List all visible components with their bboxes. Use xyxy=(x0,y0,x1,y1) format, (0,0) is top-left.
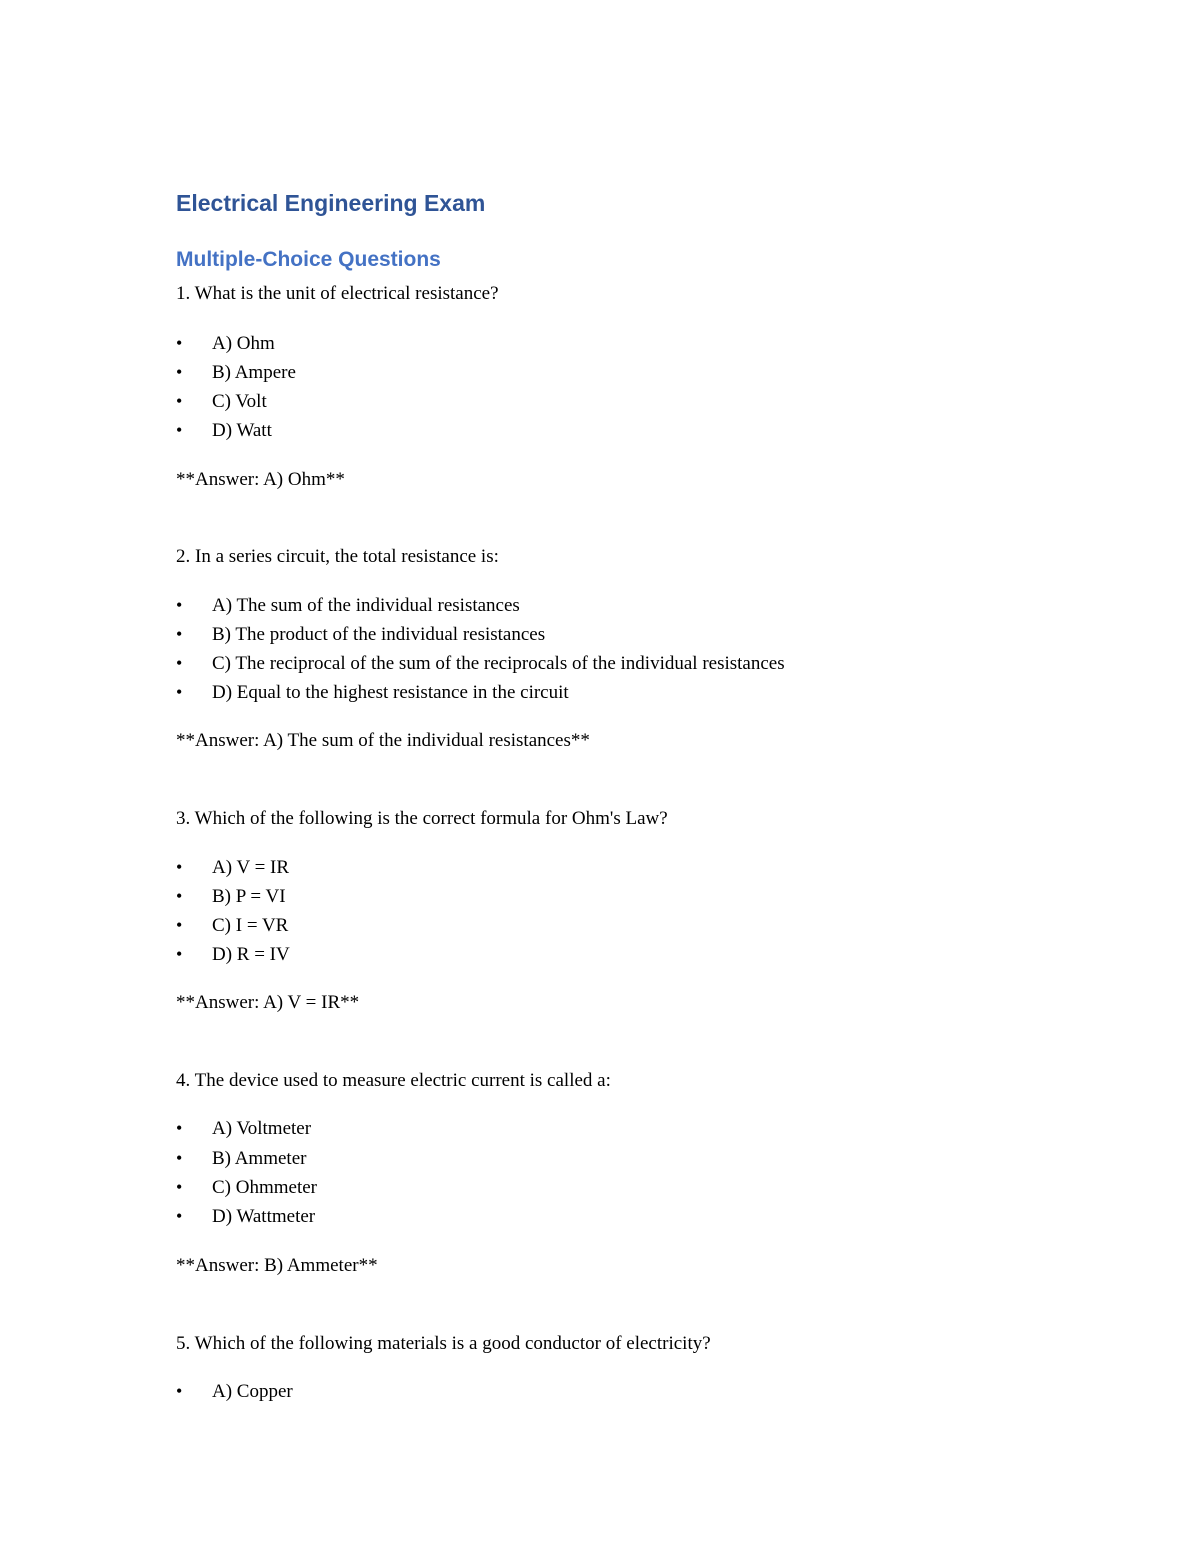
option-text: D) Equal to the highest resistance in the circuit xyxy=(212,682,569,703)
bullet-icon: • xyxy=(176,420,183,440)
option-1a xyxy=(176,333,275,355)
option-2b xyxy=(176,624,545,646)
option-4b xyxy=(176,1148,306,1170)
question-5: 5. Which of the following materials is a good conductor of electricity? xyxy=(176,1333,711,1354)
option-text: B) The product of the individual resistances xyxy=(212,624,546,645)
bullet-icon: • xyxy=(176,1118,183,1138)
option-text: D) Wattmeter xyxy=(212,1206,316,1227)
option-text: A) Ohm xyxy=(212,333,275,354)
option-text: C) I = VR xyxy=(212,915,289,936)
answer-3: **Answer: A) V = IR** xyxy=(176,992,360,1013)
option-3b xyxy=(176,886,286,908)
option-4c xyxy=(176,1177,317,1199)
bullet-icon: • xyxy=(176,944,183,964)
document-title: Electrical Engineering Exam xyxy=(176,190,486,216)
option-text: C) Ohmmeter xyxy=(212,1177,318,1198)
option-text: B) P = VI xyxy=(212,886,286,907)
answer-1: **Answer: A) Ohm** xyxy=(176,469,345,490)
bullet-icon: • xyxy=(176,915,183,935)
option-text: D) Watt xyxy=(212,420,272,441)
option-text: A) Voltmeter xyxy=(212,1118,312,1139)
bullet-icon: • xyxy=(176,391,183,411)
option-3c xyxy=(176,915,288,937)
question-4: 4. The device used to measure electric current is called a: xyxy=(176,1070,611,1091)
option-text: A) Copper xyxy=(212,1381,293,1402)
bullet-icon: • xyxy=(176,333,183,353)
question-1: 1. What is the unit of electrical resistance? xyxy=(176,283,499,304)
option-text: A) V = IR xyxy=(212,857,290,878)
option-2d xyxy=(176,682,569,704)
option-5a xyxy=(176,1381,293,1403)
bullet-icon: • xyxy=(176,653,183,673)
option-text: A) The sum of the individual resistances xyxy=(212,595,520,616)
section-heading: Multiple-Choice Questions xyxy=(176,248,441,271)
bullet-icon: • xyxy=(176,1148,183,1168)
bullet-icon: • xyxy=(176,1206,183,1226)
bullet-icon: • xyxy=(176,1381,183,1401)
option-3d xyxy=(176,944,290,966)
answer-4: **Answer: B) Ammeter** xyxy=(176,1255,378,1276)
option-text: B) Ampere xyxy=(212,362,296,383)
question-2: 2. In a series circuit, the total resistance is: xyxy=(176,546,499,567)
option-2c xyxy=(176,653,785,675)
option-2a xyxy=(176,595,520,617)
option-text: C) The reciprocal of the sum of the reciprocals of the individual resistances xyxy=(212,653,785,674)
bullet-icon: • xyxy=(176,857,183,877)
bullet-icon: • xyxy=(176,1177,183,1197)
bullet-icon: • xyxy=(176,886,183,906)
bullet-icon: • xyxy=(176,682,183,702)
answer-2: **Answer: A) The sum of the individual resistances** xyxy=(176,730,590,751)
bullet-icon: • xyxy=(176,362,183,382)
option-4d xyxy=(176,1206,315,1228)
option-text: D) R = IV xyxy=(212,944,290,965)
option-1b xyxy=(176,362,296,384)
question-3: 3. Which of the following is the correct formula for Ohm's Law? xyxy=(176,808,668,829)
option-1c xyxy=(176,391,267,413)
option-1d xyxy=(176,420,272,442)
option-text: B) Ammeter xyxy=(212,1148,307,1169)
bullet-icon: • xyxy=(176,624,183,644)
option-4a xyxy=(176,1118,311,1140)
option-text: C) Volt xyxy=(212,391,267,412)
bullet-icon: • xyxy=(176,595,183,615)
option-3a xyxy=(176,857,289,879)
